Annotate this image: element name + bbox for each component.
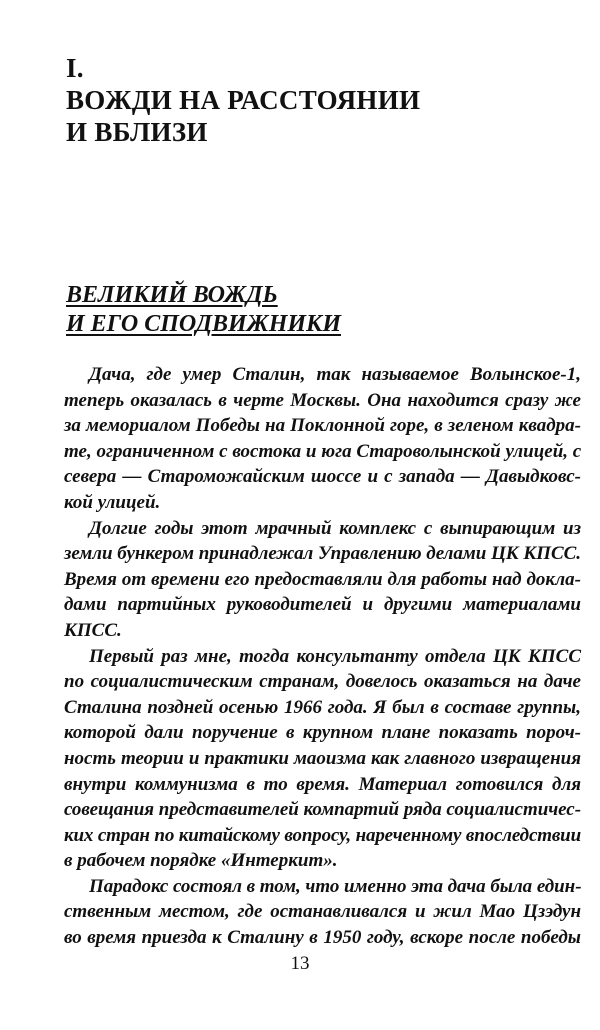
text-line: земли бункером принадлежал Управлению делами ЦК КПСС. [64,543,581,565]
paragraph [64,516,581,644]
text-line: те, ограниченном с востока и юга Староволынской улицей, с [64,440,582,462]
text-line: внутри коммунизма в то время. Материал готовился для [64,773,581,795]
section-title-line: И ЕГО СПОДВИЖНИКИ [66,311,341,337]
page-number: 13 [290,953,310,974]
paragraph [64,644,581,874]
text-line: Первый раз мне, тогда консультанту отдела ЦК КПСС [89,645,581,667]
text-line: ственным местом, где останавливался и жил Мао Цзэдун [64,901,581,923]
text-line: которой дали поручение в крупном плане показать пороч- [64,722,581,744]
text-line: совещания представителей компартий ряда социалистичес- [64,799,581,821]
text-line: Время от времени его предоставляли для работы над докла- [64,568,581,590]
paragraph [64,362,581,516]
text-line: севера — Староможайским шоссе и с запада — Давыдковс- [64,466,581,488]
chapter-number: I. [66,53,84,83]
section-heading [66,281,341,339]
text-line: дами партийных руководителей и другими материалами [64,594,581,616]
section-title-line: ВЕЛИКИЙ ВОЖДЬ [66,282,278,308]
chapter-heading [66,52,420,148]
paragraph [64,874,581,951]
text-line: в рабочем порядке «Интеркит». [64,850,338,872]
body-text [64,362,581,951]
text-line: по социалистическим странам, довелось оказаться на даче [64,671,581,693]
chapter-title-line: И ВБЛИЗИ [66,117,208,147]
chapter-title-line: ВОЖДИ НА РАССТОЯНИИ [66,85,421,115]
text-line: ких стран по китайскому вопросу, нареченному впоследствии [64,824,581,846]
text-line: Дача, где умер Сталин, так называемое Волынское-1, [89,364,581,385]
text-line: КПСС. [64,619,122,641]
text-line: Парадокс состоял в том, что именно эта дача была един- [89,875,582,897]
text-line: ность теории и практики маоизма как главного извращения [64,747,581,769]
text-line: во время приезда к Сталину в 1950 году, вскоре после победы [64,927,581,949]
text-line: Долгие годы этот мрачный комплекс с выпирающим из [89,517,581,539]
text-line: за мемориалом Победы на Поклонной горе, в зеленом квадра- [64,415,581,437]
text-line: Сталина поздней осенью 1966 года. Я был в составе группы, [64,696,581,718]
text-line: кой улицей. [64,491,161,513]
text-line: теперь оказалась в черте Москвы. Она находится сразу же [64,389,581,411]
